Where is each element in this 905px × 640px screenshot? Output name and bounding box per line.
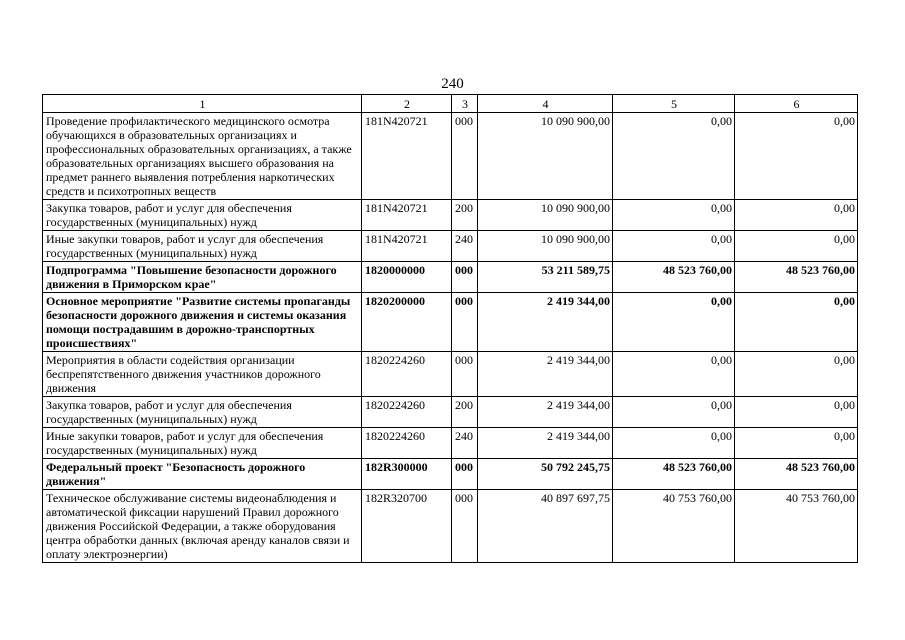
row-description: Мероприятия в области содействия организации беспрепятственного движения участников дорожного движения [43,352,362,397]
row-expense-type: 240 [452,231,478,262]
row-amount-col5: 40 753 760,00 [613,490,735,563]
row-amount-col6: 0,00 [735,231,858,262]
column-header: 2 [362,95,452,113]
row-description: Техническое обслуживание системы видеонаблюдения и автоматической фиксации нарушений Правил дорожного движения Российской Федерации, а также оборудования центра обработки данных (включая аренду каналов связи и оплату электроэнергии) [43,490,362,563]
row-code: 1820000000 [362,262,452,293]
table-header-row [43,95,858,113]
row-amount-col6: 48 523 760,00 [735,262,858,293]
row-amount-col4: 53 211 589,75 [478,262,613,293]
column-header: 6 [735,95,858,113]
column-header: 5 [613,95,735,113]
row-amount-col6: 48 523 760,00 [735,459,858,490]
column-header: 3 [452,95,478,113]
row-amount-col5: 48 523 760,00 [613,262,735,293]
table-row [43,113,858,200]
table-row [43,397,858,428]
row-code: 182R300000 [362,459,452,490]
row-description: Подпрограмма "Повышение безопасности дорожного движения в Приморском крае" [43,262,362,293]
row-expense-type: 240 [452,428,478,459]
row-amount-col4: 2 419 344,00 [478,428,613,459]
row-code: 1820224260 [362,397,452,428]
row-code: 181N420721 [362,231,452,262]
row-amount-col5: 0,00 [613,293,735,352]
row-amount-col6: 0,00 [735,113,858,200]
column-header: 4 [478,95,613,113]
row-amount-col6: 0,00 [735,293,858,352]
table-row [43,428,858,459]
row-description: Иные закупки товаров, работ и услуг для обеспечения государственных (муниципальных) нужд [43,428,362,459]
page-number: 240 [441,76,464,92]
column-header: 1 [43,95,362,113]
row-amount-col6: 0,00 [735,200,858,231]
row-amount-col5: 0,00 [613,352,735,397]
budget-table [42,94,858,563]
row-code: 1820200000 [362,293,452,352]
row-code: 182R320700 [362,490,452,563]
row-expense-type: 200 [452,397,478,428]
table-row [43,200,858,231]
row-amount-col6: 0,00 [735,397,858,428]
row-amount-col5: 0,00 [613,397,735,428]
row-amount-col5: 0,00 [613,428,735,459]
row-description: Проведение профилактического медицинского осмотра обучающихся в образовательных организациях и профессиональных образовательных организациях, а также образовательных организациях высшего образования на предмет раннего выявления потребления наркотических средств и психотропных веществ [43,113,362,200]
row-expense-type: 000 [452,293,478,352]
table-row [43,352,858,397]
table-row [43,293,858,352]
row-amount-col5: 0,00 [613,113,735,200]
row-description: Закупка товаров, работ и услуг для обеспечения государственных (муниципальных) нужд [43,397,362,428]
row-description: Федеральный проект "Безопасность дорожного движения" [43,459,362,490]
table-row [43,231,858,262]
row-amount-col4: 2 419 344,00 [478,397,613,428]
row-amount-col6: 0,00 [735,352,858,397]
row-amount-col4: 10 090 900,00 [478,113,613,200]
row-amount-col4: 10 090 900,00 [478,200,613,231]
row-expense-type: 000 [452,113,478,200]
row-expense-type: 200 [452,200,478,231]
row-amount-col4: 10 090 900,00 [478,231,613,262]
row-description: Закупка товаров, работ и услуг для обеспечения государственных (муниципальных) нужд [43,200,362,231]
row-amount-col6: 40 753 760,00 [735,490,858,563]
row-expense-type: 000 [452,490,478,563]
row-code: 1820224260 [362,428,452,459]
row-amount-col5: 0,00 [613,231,735,262]
row-amount-col5: 48 523 760,00 [613,459,735,490]
row-description: Основное мероприятие "Развитие системы пропаганды безопасности дорожного движения и системы оказания помощи пострадавшим в дорожно-транспортных происшествиях" [43,293,362,352]
row-amount-col6: 0,00 [735,428,858,459]
row-code: 1820224260 [362,352,452,397]
row-amount-col4: 50 792 245,75 [478,459,613,490]
table-row [43,262,858,293]
table-row [43,459,858,490]
row-amount-col4: 2 419 344,00 [478,352,613,397]
row-code: 181N420721 [362,113,452,200]
row-amount-col4: 40 897 697,75 [478,490,613,563]
row-code: 181N420721 [362,200,452,231]
row-expense-type: 000 [452,262,478,293]
row-amount-col4: 2 419 344,00 [478,293,613,352]
table-row [43,490,858,563]
row-expense-type: 000 [452,352,478,397]
row-description: Иные закупки товаров, работ и услуг для обеспечения государственных (муниципальных) нужд [43,231,362,262]
row-amount-col5: 0,00 [613,200,735,231]
row-expense-type: 000 [452,459,478,490]
